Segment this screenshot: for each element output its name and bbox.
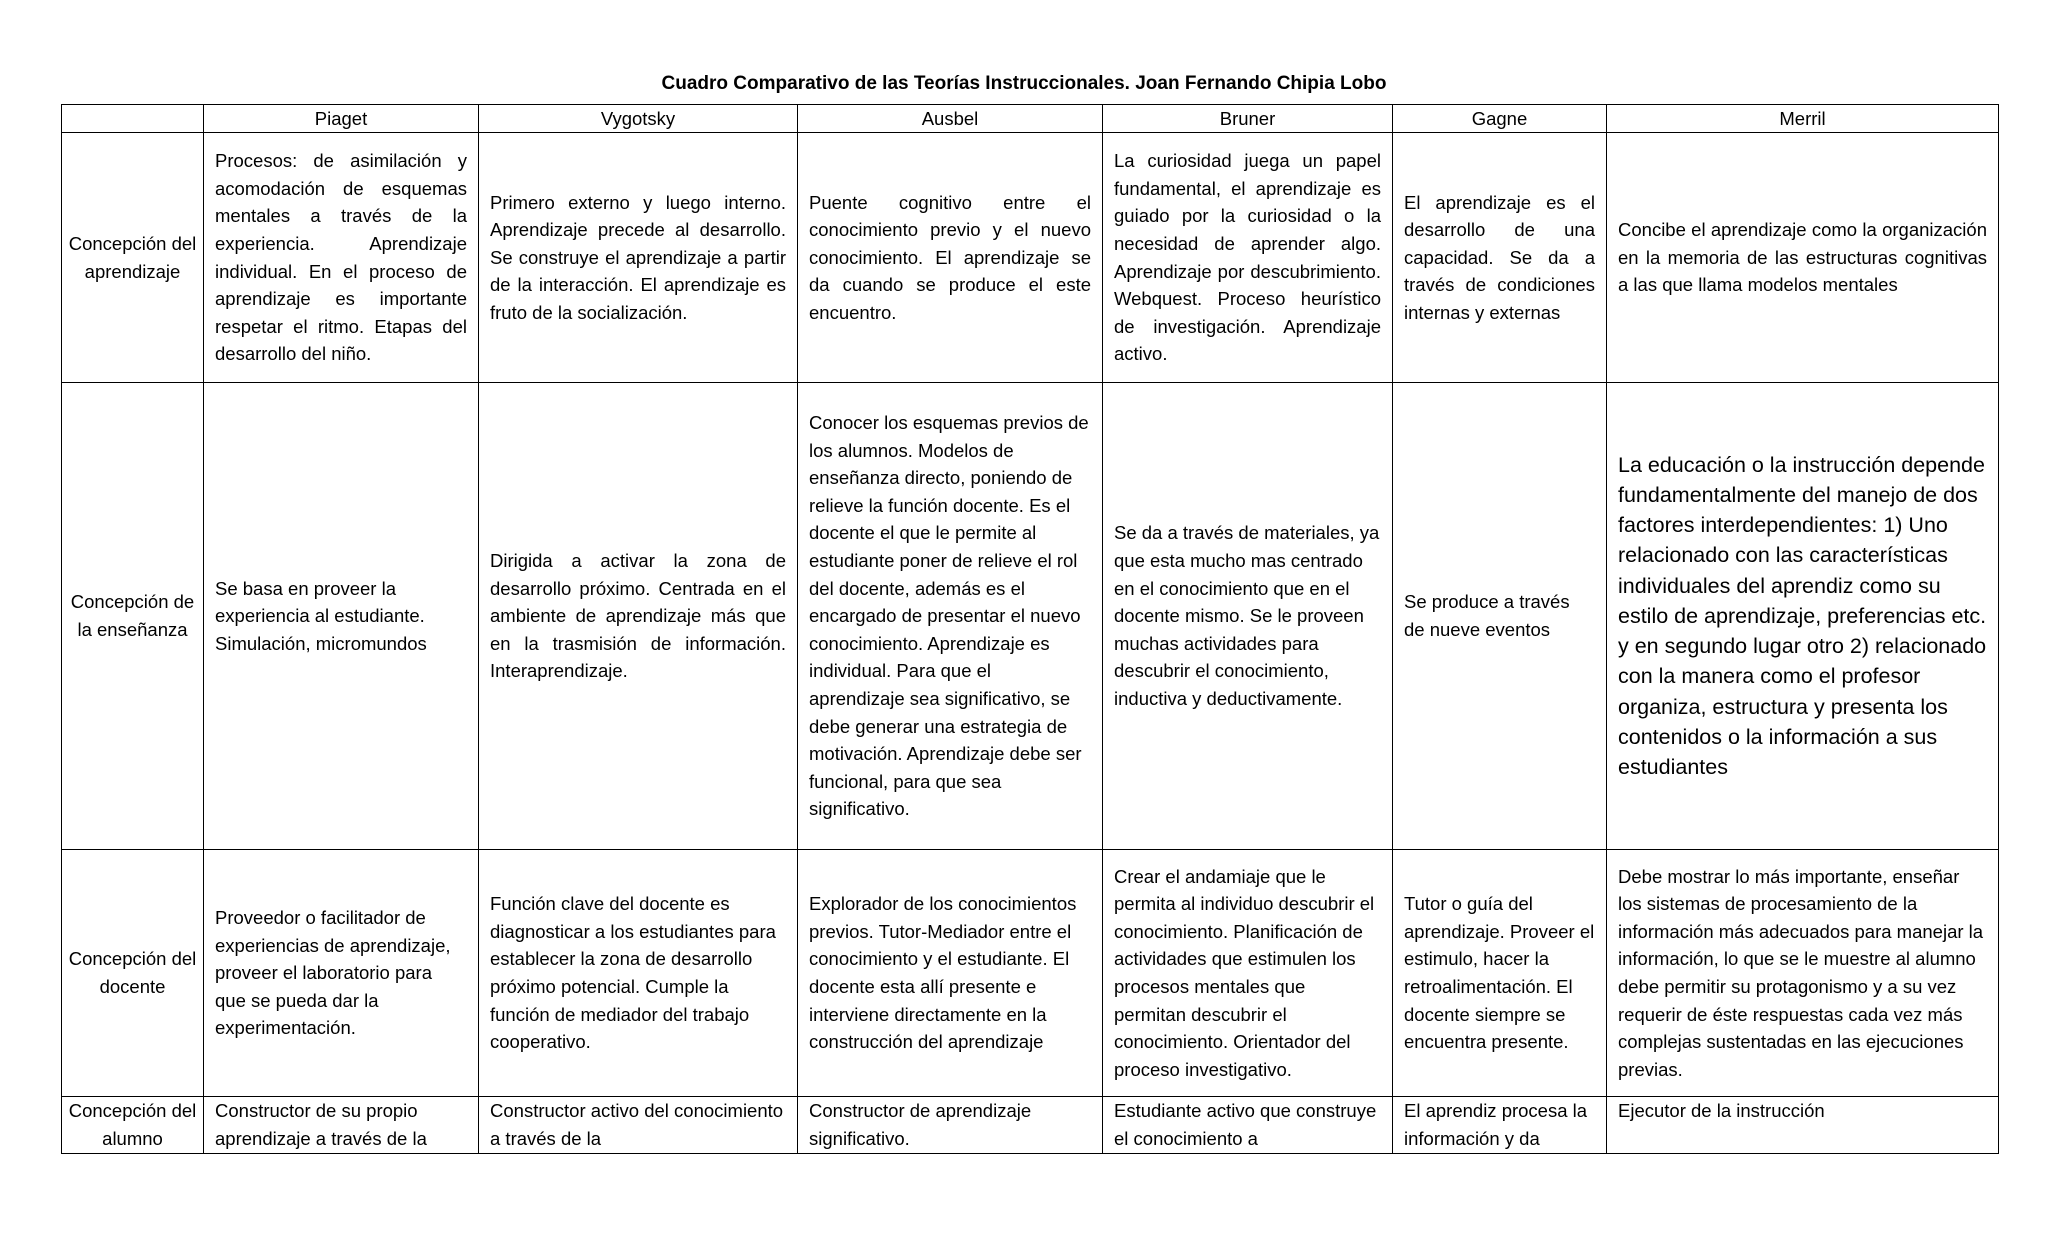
cell-text: Ejecutor de la instrucción xyxy=(1618,1100,1825,1121)
cell-piaget: Se basa en proveer la experiencia al estudiante. Simulación, micromundos xyxy=(204,383,479,850)
cell-gagne: Tutor o guía del aprendizaje. Proveer el estimulo, hacer la retroalimentación. El docente siempre se encuentra presente. xyxy=(1393,850,1607,1097)
row-label xyxy=(62,1097,204,1154)
header-ausbel: Ausbel xyxy=(798,105,1103,133)
cell-piaget: Proveedor o facilitador de experiencias de aprendizaje, proveer el laboratorio para que se pueda dar la experimentación. xyxy=(204,850,479,1097)
cell-piaget: Procesos: de asimilación y acomodación de esquemas mentales a través de la experiencia. Aprendizaje individual. En el proceso de aprendizaje es importante respetar el ritmo. Etapas del desarrollo del niño. xyxy=(204,133,479,383)
row-concepcion-alumno xyxy=(62,1097,1999,1154)
cell-gagne: Se produce a través de nueve eventos xyxy=(1393,383,1607,850)
header-row xyxy=(62,105,1999,133)
row-label-text: Concepción del alumno xyxy=(68,1100,197,1149)
header-gagne: Gagne xyxy=(1393,105,1607,133)
row-concepcion-aprendizaje xyxy=(62,133,1999,383)
cell-bruner: La curiosidad juega un papel fundamental, el aprendizaje es guiado por la curiosidad o la necesidad de aprender algo. Aprendizaje por descubrimiento. Webquest. Proceso heurístico de investigación. Aprendizaje activo. xyxy=(1103,133,1393,383)
cell-vygotsky: Función clave del docente es diagnosticar a los estudiantes para establecer la zona de desarrollo próximo potencial. Cumple la función de mediador del trabajo cooperativo. xyxy=(479,850,798,1097)
header-bruner: Bruner xyxy=(1103,105,1393,133)
cell-gagne xyxy=(1393,1097,1607,1154)
cell-bruner: Crear el andamiaje que le permita al individuo descubrir el conocimiento. Planificación de actividades que estimulen los procesos mentales que permitan descubrir el conocimiento. Orientador del proceso investigativo. xyxy=(1103,850,1393,1097)
cell-vygotsky: Dirigida a activar la zona de desarrollo próximo. Centrada en el ambiente de aprendizaje más que en la trasmisión de información. Interaprendizaje. xyxy=(479,383,798,850)
cell-ausbel: Explorador de los conocimientos previos. Tutor-Mediador entre el conocimiento y el estudiante. El docente esta allí presente e interviene directamente en la construcción del aprendizaje xyxy=(798,850,1103,1097)
cell-vygotsky: Primero externo y luego interno. Aprendizaje precede al desarrollo. Se construye el aprendizaje a partir de la interacción. El aprendizaje es fruto de la socialización. xyxy=(479,133,798,383)
cell-merril: Debe mostrar lo más importante, enseñar los sistemas de procesamiento de la información más adecuados para manejar la información, lo que se le muestre al alumno debe permitir su protagonismo y a su vez requerir de éste respuestas cada vez más complejas sustentadas en las ejecuciones previas. xyxy=(1607,850,1999,1097)
header-vygotsky: Vygotsky xyxy=(479,105,798,133)
cell-merril: Concibe el aprendizaje como la organización en la memoria de las estructuras cognitivas a las que llama modelos mentales xyxy=(1607,133,1999,383)
cell-merril: La educación o la instrucción depende fundamentalmente del manejo de dos factores interdependientes: 1) Uno relacionado con las características individuales del aprendiz como su estilo de aprendizaje, preferencias etc. y en segundo lugar otro 2) relacionado con la manera como el profesor organiza, estructura y presenta los contenidos o la información a sus estudiantes xyxy=(1607,383,1999,850)
row-label: Concepción del aprendizaje xyxy=(62,133,204,383)
cell-ausbel: Conocer los esquemas previos de los alumnos. Modelos de enseñanza directo, poniendo de relieve la función docente. Es el docente el que le permite al estudiante poner de relieve el rol del docente, además es el encargado de presentar el nuevo conocimiento. Aprendizaje es individual. Para que el aprendizaje sea significativo, se debe generar una estrategia de motivación. Aprendizaje debe ser funcional, para que sea significativo. xyxy=(798,383,1103,850)
cell-gagne: El aprendizaje es el desarrollo de una capacidad. Se da a través de condiciones internas y externas xyxy=(1393,133,1607,383)
cell-text: Constructor activo del conocimiento a través de la xyxy=(490,1100,784,1149)
cell-piaget xyxy=(204,1097,479,1154)
comparison-table xyxy=(61,104,1999,1154)
cell-text: Constructor de su propio aprendizaje a través de la xyxy=(215,1100,427,1149)
cell-bruner: Se da a través de materiales, ya que esta mucho mas centrado en el conocimiento que en el docente mismo. Se le proveen muchas actividades para descubrir el conocimiento, inductiva y deductivamente. xyxy=(1103,383,1393,850)
cell-ausbel: Puente cognitivo entre el conocimiento previo y el nuevo conocimiento. El aprendizaje se da cuando se produce el este encuentro. xyxy=(798,133,1103,383)
header-merril: Merril xyxy=(1607,105,1999,133)
document-title: Cuadro Comparativo de las Teorías Instruccionales. Joan Fernando Chipia Lobo xyxy=(661,73,1387,94)
cell-text: Constructor de aprendizaje significativo. xyxy=(809,1100,1032,1149)
cell-vygotsky xyxy=(479,1097,798,1154)
cell-merril xyxy=(1607,1097,1999,1154)
cell-bruner xyxy=(1103,1097,1393,1154)
row-label: Concepción de la enseñanza xyxy=(62,383,204,850)
row-concepcion-docente xyxy=(62,850,1999,1097)
cell-text: Estudiante activo que construye el conocimiento a xyxy=(1114,1100,1377,1149)
header-corner xyxy=(62,105,204,133)
cell-ausbel xyxy=(798,1097,1103,1154)
cell-text: El aprendiz procesa la información y da xyxy=(1404,1100,1588,1149)
row-label: Concepción del docente xyxy=(62,850,204,1097)
row-concepcion-ensenanza xyxy=(62,383,1999,850)
header-piaget: Piaget xyxy=(204,105,479,133)
